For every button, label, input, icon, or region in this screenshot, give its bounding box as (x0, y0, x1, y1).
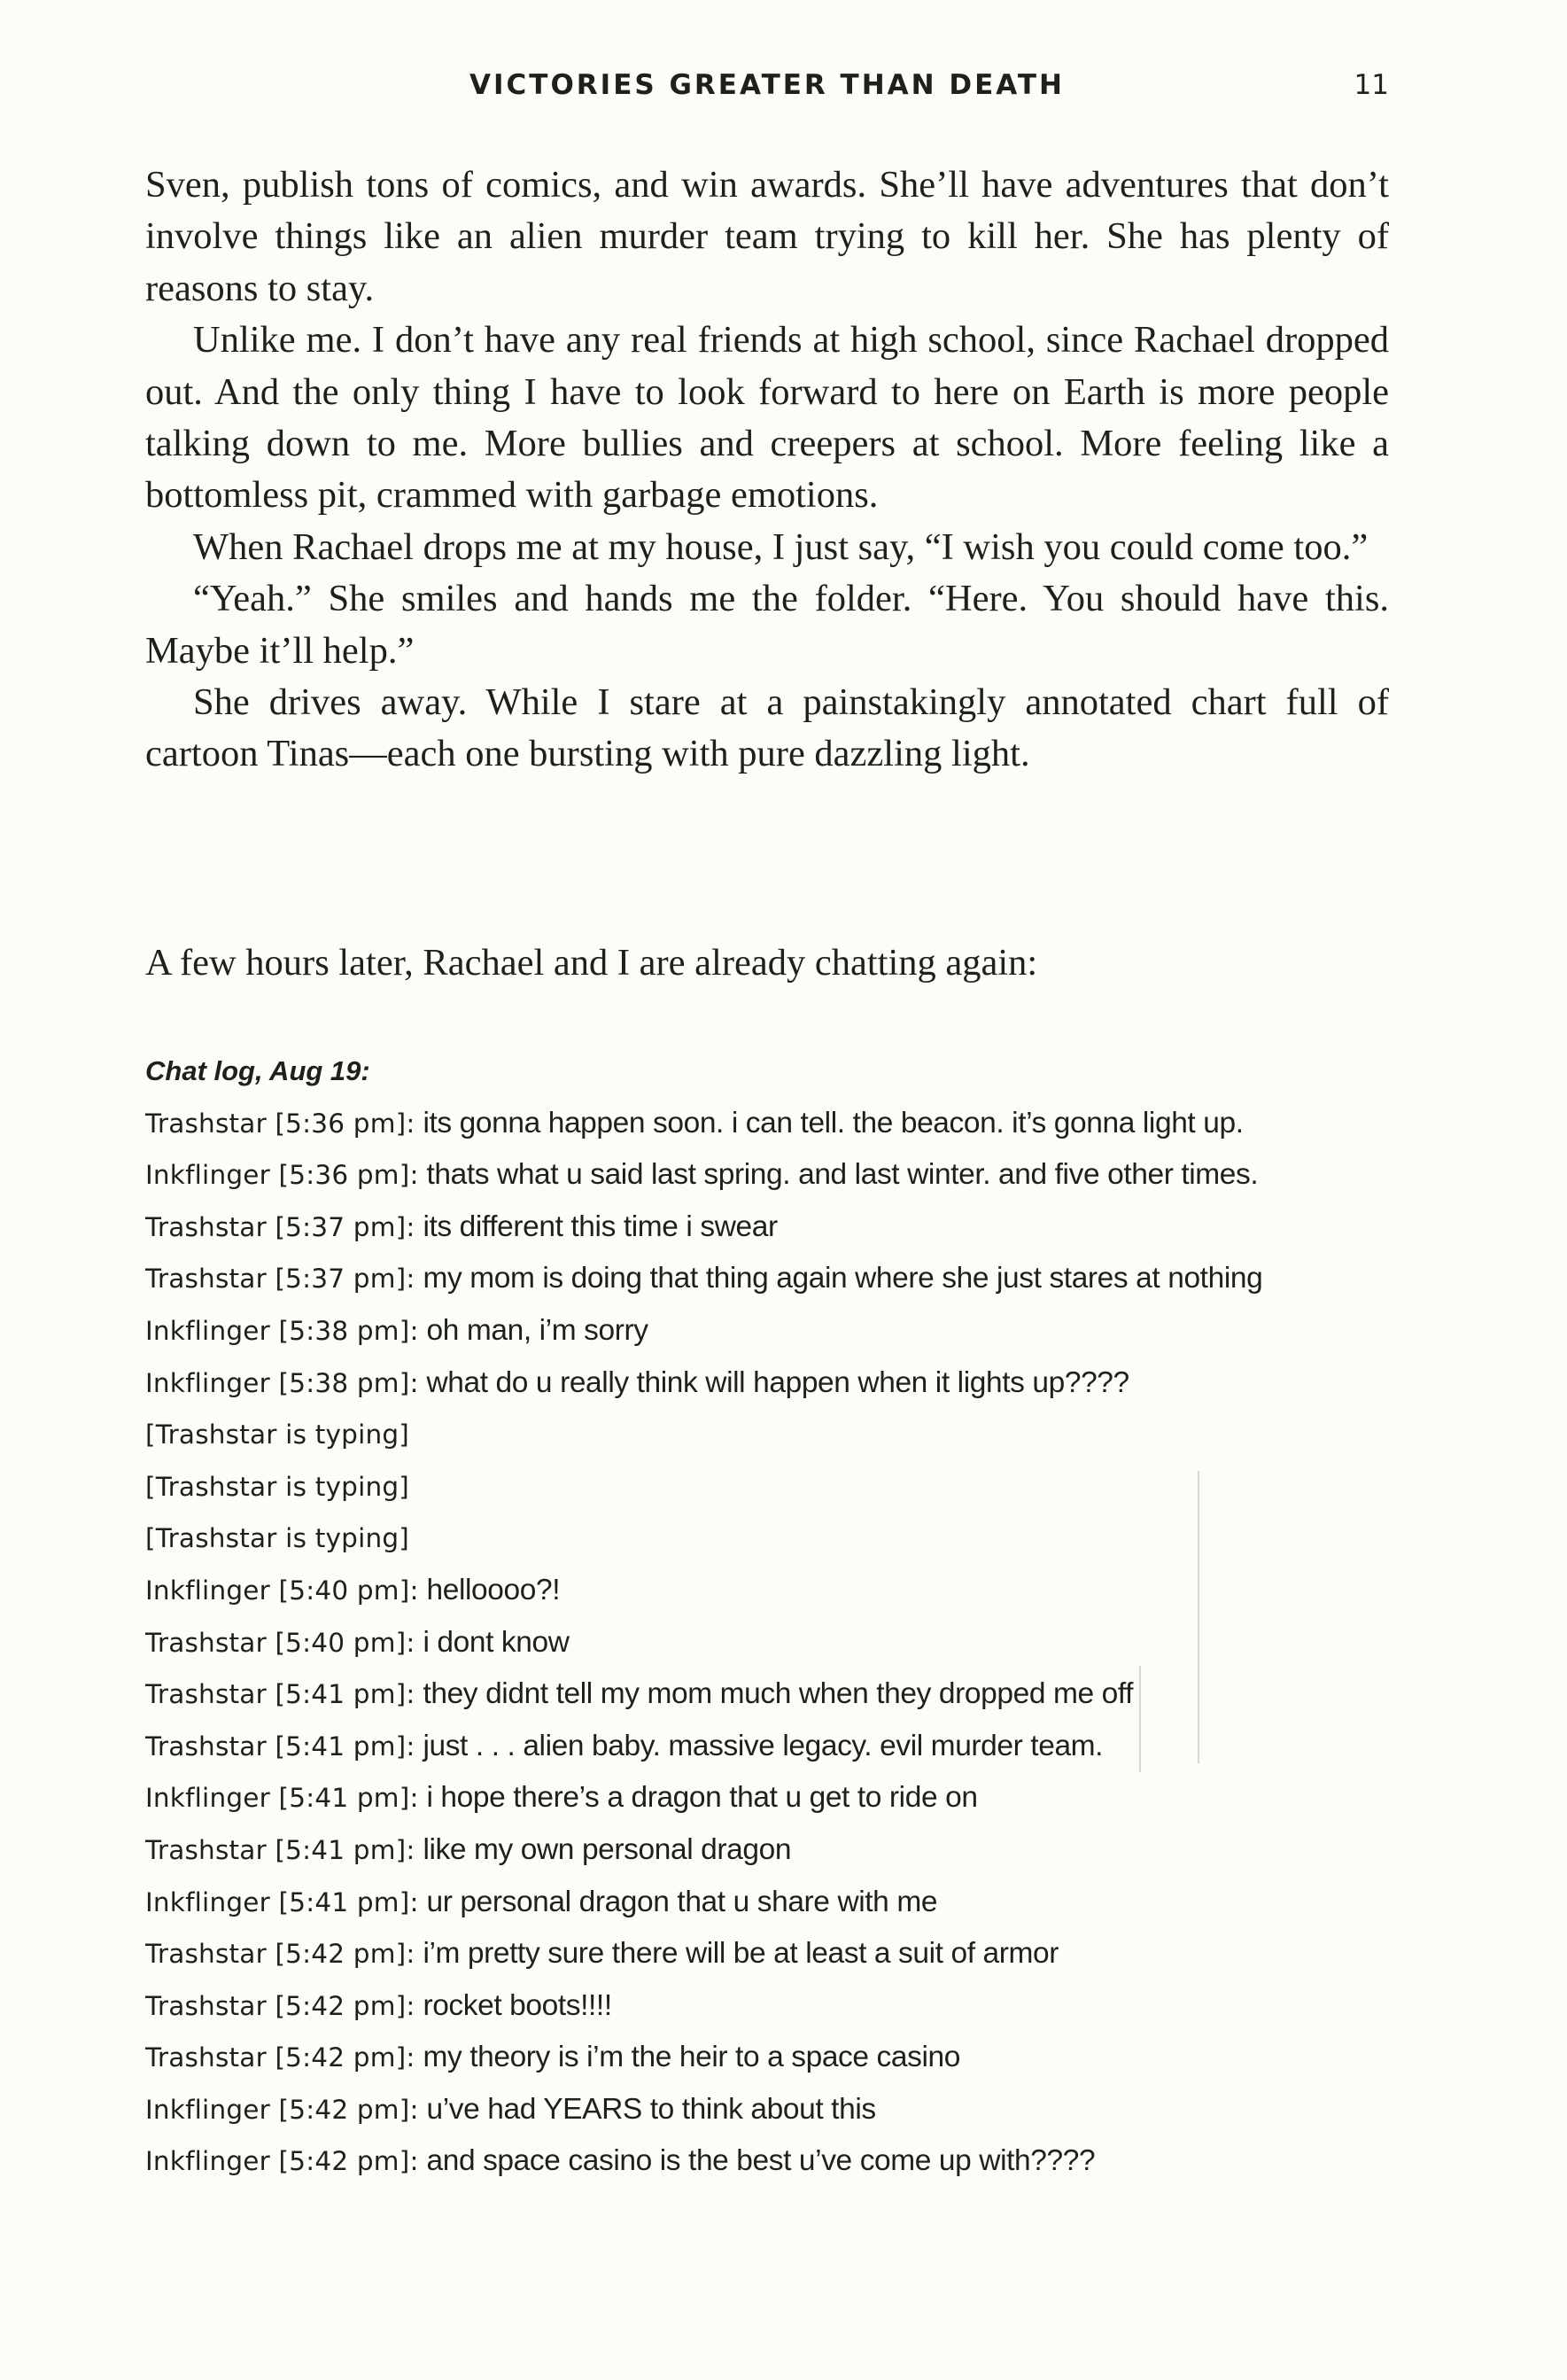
chat-text: what do u really think will happen when it lights up???? (418, 1365, 1129, 1399)
chat-message (145, 1305, 1389, 1357)
chat-message (145, 1668, 1389, 1721)
chat-text: its different this time i swear (415, 1209, 778, 1243)
chat-message (145, 1409, 1389, 1461)
paragraph: “Yeah.” She smiles and hands me the folder. “Here. You should have this. Maybe it’ll help.” (145, 578, 1389, 672)
chat-username: Inkflinger [5:36 pm]: (145, 1160, 419, 1191)
body-text (145, 159, 1389, 781)
chat-text: helloooo?! (418, 1573, 561, 1606)
chat-username: [Trashstar is typing] (145, 1523, 410, 1554)
paragraph: Unlike me. I don’t have any real friends at high school, since Rachael dropped out. And the only thing I have to look forward to here on Earth is more people talking down to me. More bullies and creepers at school. More feeling like a bottomless pit, crammed with garbage emotions. (145, 319, 1389, 517)
chat-message (145, 1928, 1389, 1980)
chat-message (145, 1149, 1389, 1202)
chat-text: i hope there’s a dragon that u get to ride on (418, 1781, 978, 1815)
chat-username: Trashstar [5:41 pm]: (145, 1731, 415, 1762)
chat-message (145, 2032, 1389, 2084)
chat-text: and space casino is the best u’ve come up with???? (418, 2144, 1096, 2178)
chat-message (145, 1565, 1389, 1617)
chat-username: Trashstar [5:41 pm]: (145, 1834, 415, 1865)
chat-username: Inkflinger [5:41 pm]: (145, 1783, 419, 1814)
chat-username: Inkflinger [5:38 pm]: (145, 1315, 419, 1346)
chat-message (145, 2135, 1389, 2188)
chat-username: Inkflinger [5:38 pm]: (145, 1367, 419, 1398)
chat-message (145, 1253, 1389, 1305)
chat-username: Inkflinger [5:42 pm]: (145, 2146, 419, 2177)
chat-username: Trashstar [5:36 pm]: (145, 1108, 415, 1139)
chat-log (145, 1046, 1389, 2188)
chat-message (145, 1980, 1389, 2033)
page-number: 11 (1354, 69, 1389, 101)
chat-message (145, 1721, 1389, 1773)
chat-message (145, 1824, 1389, 1877)
chat-message (145, 1513, 1389, 1565)
chat-text: my mom is doing that thing again where she just stares at nothing (415, 1262, 1263, 1295)
chat-username: [Trashstar is typing] (145, 1471, 410, 1502)
chat-username: [Trashstar is typing] (145, 1419, 410, 1451)
chat-message (145, 1877, 1389, 1929)
chat-message (145, 1772, 1389, 1824)
paper-scratch-mark (1198, 1471, 1199, 1763)
chat-username: Trashstar [5:42 pm]: (145, 1939, 415, 1970)
chat-username: Trashstar [5:42 pm]: (145, 1990, 415, 2021)
chat-username: Inkflinger [5:42 pm]: (145, 2094, 419, 2125)
chat-username: Inkflinger [5:40 pm]: (145, 1575, 419, 1606)
chat-text: i’m pretty sure there will be at least a suit of armor (415, 1937, 1059, 1971)
chat-text: like my own personal dragon (415, 1832, 792, 1866)
chat-text: they didnt tell my mom much when they dropped me off (415, 1677, 1134, 1711)
chat-text: rocket boots!!!! (415, 1988, 612, 2022)
chat-message (145, 1617, 1389, 1669)
running-head (145, 69, 1389, 112)
chat-text: just . . . alien baby. massive legacy. evil murder team. (415, 1729, 1104, 1762)
chat-log-heading: Chat log, Aug 19: (145, 1055, 370, 1086)
scene-transition-paragraph: A few hours later, Rachael and I are already chatting again: (145, 942, 1038, 984)
chat-message (145, 1461, 1389, 1513)
chat-username: Trashstar [5:37 pm]: (145, 1211, 415, 1242)
paper-scratch-mark (1139, 1666, 1141, 1772)
chat-lines (145, 1098, 1389, 2188)
chat-message (145, 1098, 1389, 1150)
chat-username: Trashstar [5:41 pm]: (145, 1679, 415, 1710)
chat-text: my theory is i’m the heir to a space casino (415, 2041, 960, 2074)
paragraph: Sven, publish tons of comics, and win awards. She’ll have adventures that don’t involve things like an alien murder team trying to kill her. She has plenty of reasons to stay. (145, 164, 1389, 309)
chat-text: i dont know (415, 1625, 570, 1659)
chat-username: Trashstar [5:42 pm]: (145, 2042, 415, 2073)
chat-text: thats what u said last spring. and last winter. and five other times. (418, 1158, 1259, 1192)
chat-username: Inkflinger [5:41 pm]: (145, 1886, 419, 1917)
chat-message (145, 1357, 1389, 1410)
chat-text: ur personal dragon that u share with me (418, 1885, 938, 1918)
chat-message (145, 1202, 1389, 1254)
chat-text: oh man, i’m sorry (418, 1313, 648, 1347)
running-title: VICTORIES GREATER THAN DEATH (469, 69, 1065, 101)
chat-username: Trashstar [5:40 pm]: (145, 1627, 415, 1658)
chat-message (145, 2084, 1389, 2136)
chat-text: u’ve had YEARS to think about this (418, 2092, 876, 2126)
paragraph: When Rachael drops me at my house, I just say, “I wish you could come too.” (193, 525, 1369, 568)
paragraph: She drives away. While I stare at a painstakingly annotated chart full of cartoon Tinas—each one bursting with pure dazzling light. (145, 681, 1389, 775)
chat-username: Trashstar [5:37 pm]: (145, 1264, 415, 1295)
chat-text: its gonna happen soon. i can tell. the beacon. it’s gonna light up. (415, 1106, 1244, 1139)
